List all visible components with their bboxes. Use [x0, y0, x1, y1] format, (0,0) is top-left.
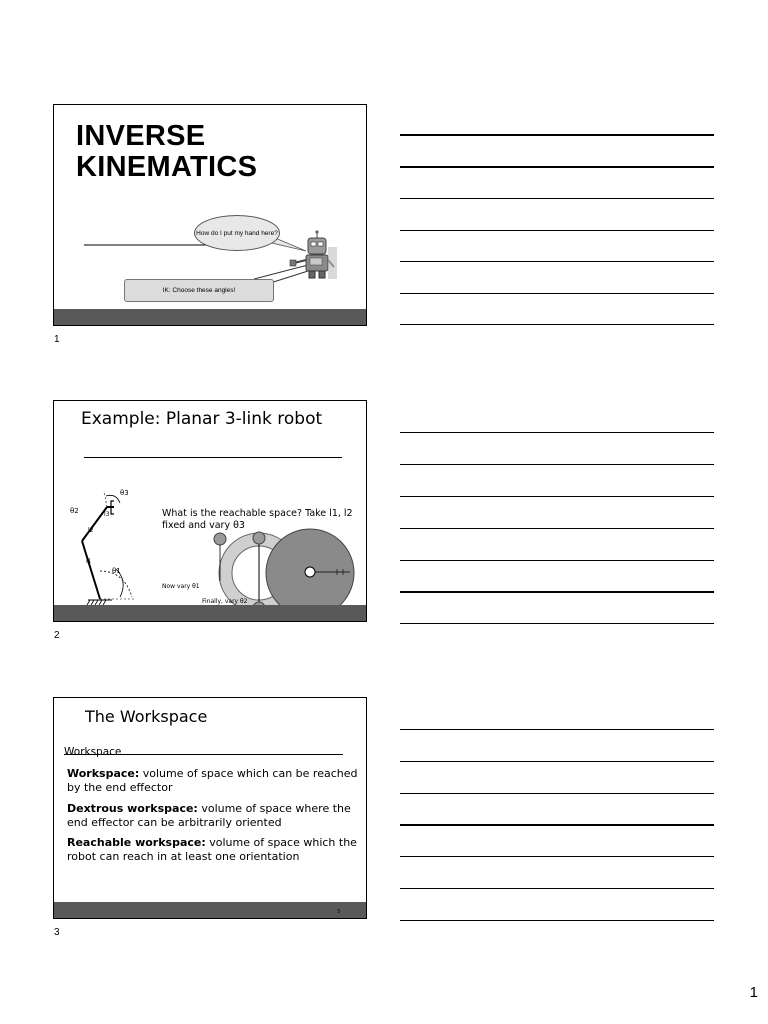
note-line: [400, 464, 714, 465]
note-line: [400, 166, 714, 168]
label-theta3: θ3: [120, 489, 129, 497]
label-l3: l3: [104, 511, 110, 518]
page-number: 1: [749, 984, 758, 1001]
label-l1: l1: [86, 558, 92, 565]
text-dextrous: volume of space where the end effector can be arbitrarily oriented: [67, 802, 351, 829]
speech-bubble: How do I put my hand here?: [194, 215, 280, 251]
now-vary-label: Now vary θ1: [162, 583, 200, 590]
label-l2: l2: [88, 527, 94, 534]
note-line: [400, 623, 714, 624]
label-theta1: θ1: [112, 567, 121, 575]
note-line: [400, 432, 714, 433]
note-line: [400, 856, 714, 857]
note-line: [400, 198, 714, 199]
definition-reachable: [67, 836, 363, 864]
reachable-space-question: What is the reachable space? Take l1, l2 fixed and vary θ3: [162, 508, 353, 531]
note-line: [400, 761, 714, 762]
slide-1-title-line2: KINEMATICS: [76, 151, 258, 183]
text-reachable: volume of space which the robot can reach in at least one orientation: [67, 836, 357, 863]
slide-1: [53, 104, 367, 326]
slide-footer-bar: [54, 605, 366, 621]
note-line: [400, 560, 714, 561]
note-line: [400, 824, 714, 826]
term-dextrous: Dextrous workspace:: [67, 802, 198, 815]
note-line: [400, 324, 714, 325]
note-line: [400, 920, 714, 921]
definition-dextrous: [67, 802, 363, 830]
text-workspace: volume of space which can be reached by the end effector: [67, 767, 358, 794]
note-line: [400, 134, 714, 136]
slide-2-caption: 2: [54, 630, 60, 641]
robot-icon: [290, 230, 337, 279]
term-reachable: Reachable workspace:: [67, 836, 206, 849]
note-line: [400, 496, 714, 497]
definition-workspace: [67, 767, 363, 795]
finally-vary-label: Finally, vary θ2: [202, 598, 248, 605]
note-line: [400, 261, 714, 262]
slide-2-title: Example: Planar 3-link robot: [81, 409, 323, 429]
workspace-label: Workspace: [64, 746, 122, 758]
slide-3-title: The Workspace: [85, 707, 208, 726]
note-line: [400, 528, 714, 529]
note-line: [400, 293, 714, 294]
slide-3-caption: 3: [54, 927, 60, 938]
term-workspace: Workspace:: [67, 767, 140, 780]
note-line: [400, 888, 714, 889]
note-line: [400, 230, 714, 231]
note-line: [400, 729, 714, 730]
ik-callout: IK: Choose these angles!: [124, 279, 274, 302]
slide-2: [53, 400, 367, 622]
label-theta2: θ2: [70, 507, 79, 515]
slide-3: [53, 697, 367, 919]
note-line: [400, 793, 714, 794]
note-line: [400, 591, 714, 593]
slide-footer-bar: [54, 902, 366, 918]
slide-1-caption: 1: [54, 334, 60, 345]
slide-footer-bar: [54, 309, 366, 325]
slide-1-title-line1: INVERSE: [76, 120, 206, 152]
slide-number-small: 3: [336, 909, 340, 915]
